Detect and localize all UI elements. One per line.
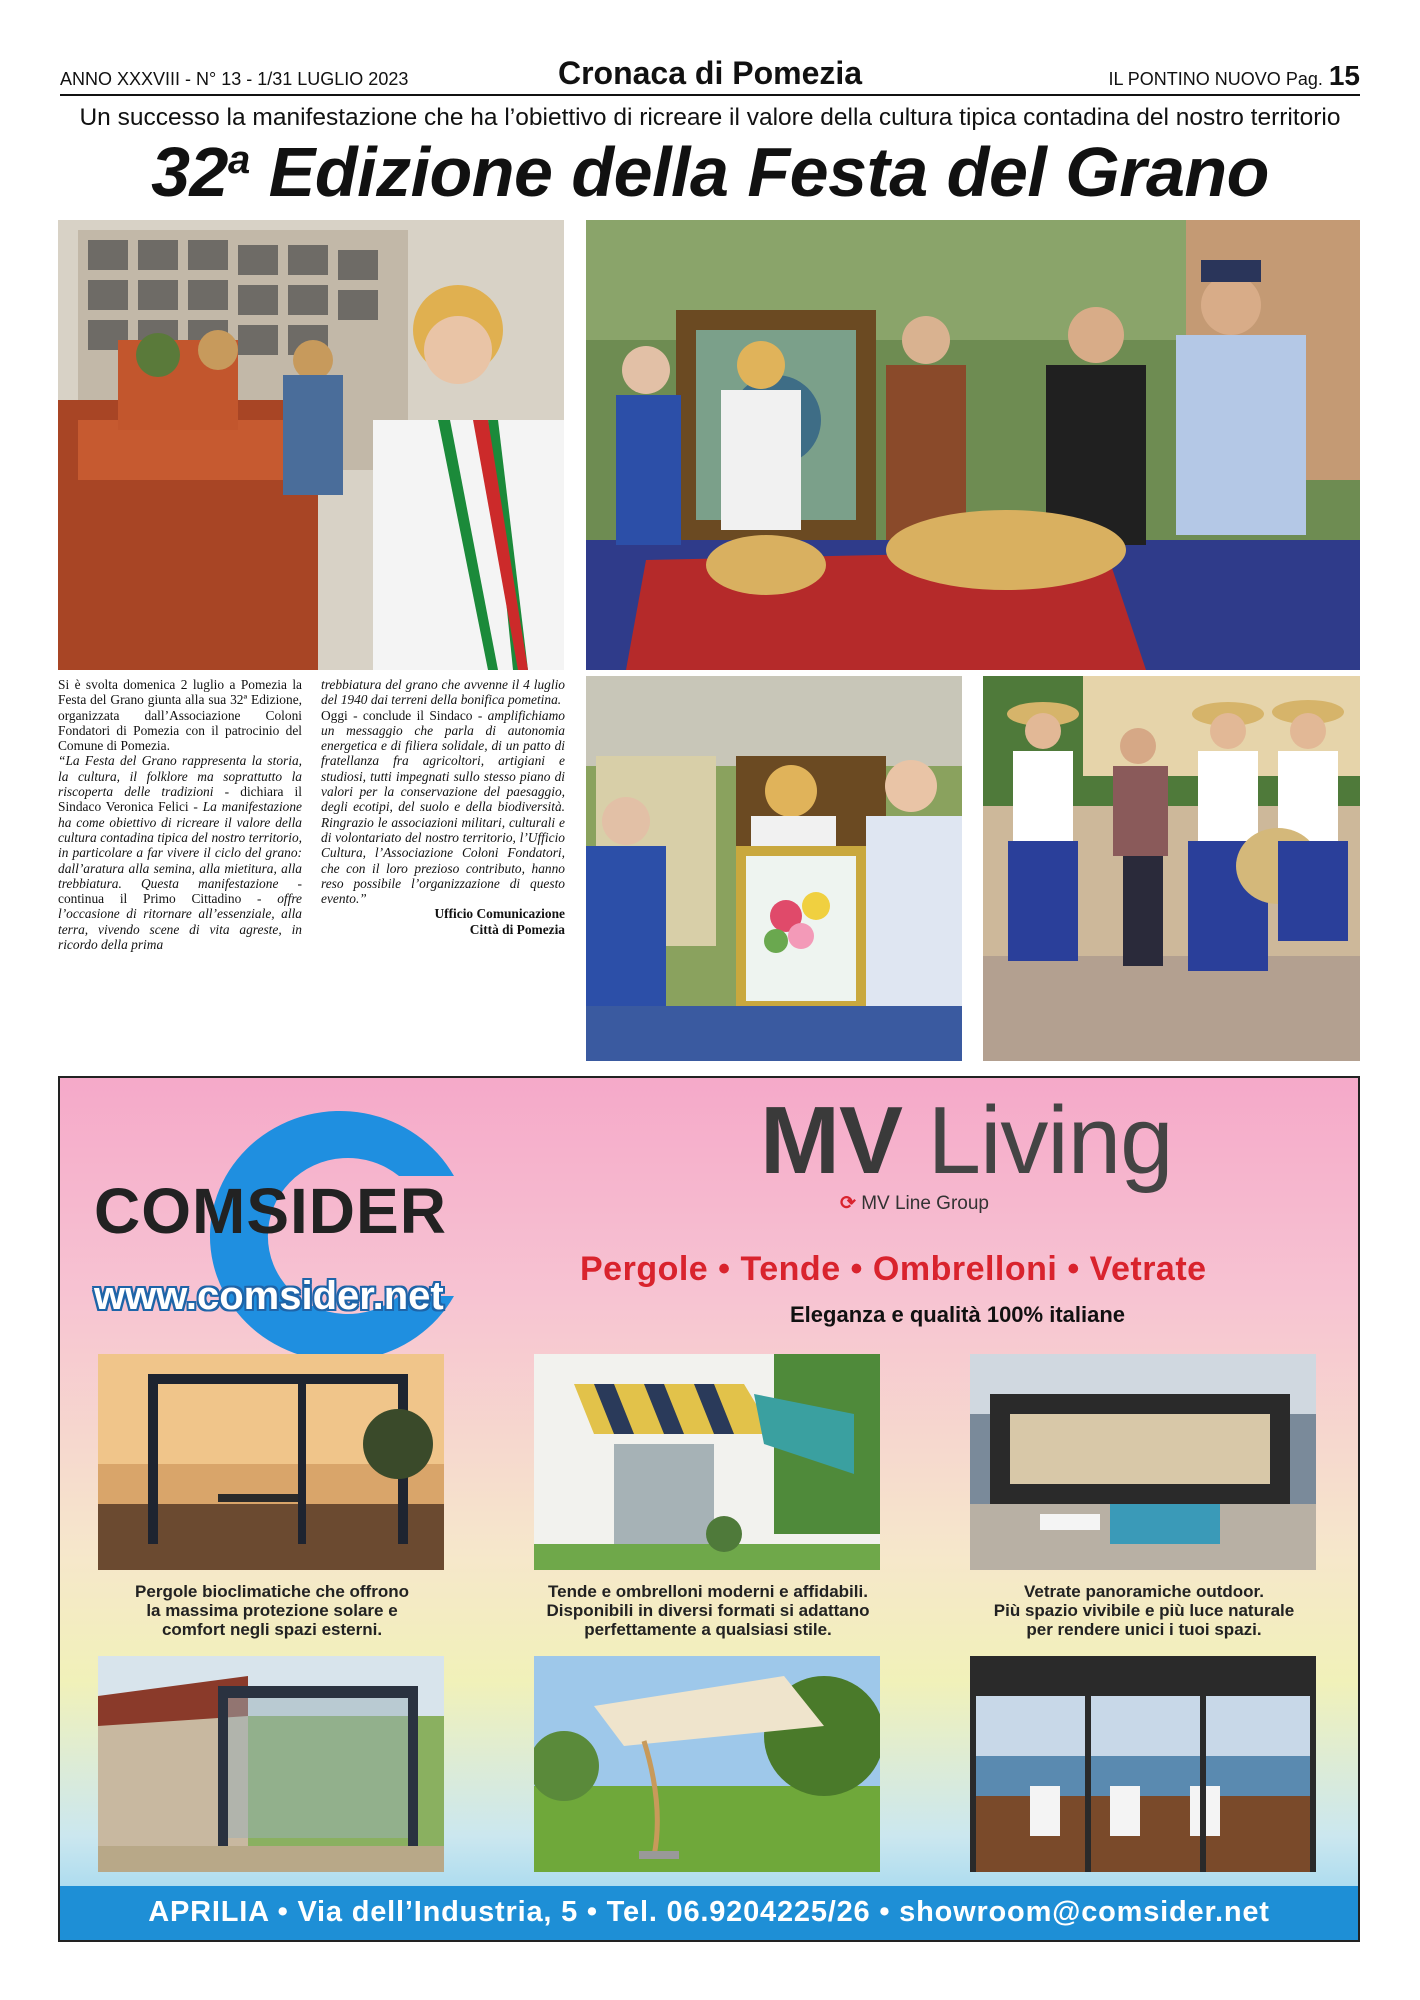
photo-mayor-museum-graphic <box>58 220 564 670</box>
page-number: 15 <box>1328 60 1360 91</box>
article-quote-1: “La Festa del Grano rappresenta la storia, la cultura, il folklore ma soprattutto la riscoperta delle tradizioni <box>58 753 302 800</box>
glass-pergola-photo <box>98 1656 444 1872</box>
article-text-1: - dichiara il Sindaco Veronica Felici - <box>58 784 302 815</box>
photo-gift-painting-graphic <box>586 676 962 1061</box>
subheadline: Un successo la manifestazione che ha l’obiettivo di ricreare il valore della cultura tipica contadina del nostro territorio <box>79 104 1341 131</box>
mv-line-icon: ⟳ <box>840 1193 856 1214</box>
pergola-photo <box>98 1354 444 1570</box>
advertisement <box>58 1076 1360 1942</box>
photo-women-wheat-graphic <box>983 676 1360 1061</box>
living-brand: Living <box>902 1087 1173 1194</box>
photo-painting-ceremony <box>586 220 1360 670</box>
article-column-1 <box>58 677 302 952</box>
awning-photo <box>534 1354 880 1570</box>
lakeside-veranda-photo-graphic <box>970 1656 1316 1872</box>
pergola-photo-graphic <box>98 1354 444 1570</box>
mv-brand: MV <box>760 1087 902 1194</box>
page-label: Pag. <box>1285 69 1323 89</box>
ad-footer-bar <box>60 1886 1358 1940</box>
awning-caption <box>518 1582 898 1639</box>
veranda-caption-line-2: Più spazio vivibile e più luce naturale <box>993 1601 1295 1620</box>
umbrella-photo-graphic <box>534 1656 880 1872</box>
mv-living-logo <box>760 1086 1173 1196</box>
section-title: Cronaca di Pomezia <box>557 55 863 91</box>
glass-veranda-photo <box>970 1354 1316 1570</box>
awning-caption-line-3: perfettamente a qualsiasi stile. <box>584 1620 832 1639</box>
mv-line-group <box>840 1192 989 1215</box>
article-body <box>58 677 563 1067</box>
article-quote-2: La manifestazione ha come obiettivo di ricreare il valore della cultura contadina tipica del nostro territorio, in particolare a far vivere il ciclo del grano: dall’aratura alla semina, alla mietitura, alla trebbiatura. Questa manifestazione <box>58 799 302 891</box>
article-column-2 <box>321 677 565 937</box>
signature-office: Ufficio Comunicazione <box>434 906 565 922</box>
lakeside-veranda-photo <box>970 1656 1316 1872</box>
glass-pergola-photo-graphic <box>98 1656 444 1872</box>
awning-caption-line-1: Tende e ombrelloni moderni e affidabili. <box>548 1582 868 1601</box>
awning-caption-line-2: Disponibili in diversi formati si adattano <box>546 1601 870 1620</box>
headline-title: Edizione della Festa del Grano <box>249 133 1269 211</box>
glass-veranda-photo-graphic <box>970 1354 1316 1570</box>
article-quote-3: offre l’occasione di ritornare all’essenziale, alla terra, vivendo scene di vita agreste, in ricordo della prima <box>58 891 302 953</box>
article-text-3: Oggi - conclude il Sindaco - <box>321 707 488 723</box>
veranda-caption-line-3: per rendere unici i tuoi spazi. <box>1026 1620 1262 1639</box>
issue-info: ANNO XXXVIII - N° 13 - 1/31 LUGLIO 2023 <box>60 69 409 89</box>
pergola-caption <box>82 1582 462 1639</box>
headline-ordinal: a <box>227 138 250 182</box>
paper-title: IL PONTINO NUOVO <box>1108 69 1281 89</box>
product-list: Pergole • Tende • Ombrelloni • Vetrate <box>580 1250 1207 1288</box>
article-quote-5: amplifichiamo un messaggio che parla di autonomia energetica e di filiera solidale, di un patto di fratellanza fra agricoltori, artigiani e studiosi, tutti impegnati sullo stesso piano di valori per la conservazione del paesaggio, degli ecotipi, del suolo e della biodiversità. Ringrazio le associazioni militari, culturali e di volontariato del nostro territorio, l’Ufficio Cultura, l’Associazione Coloni Fondatori, che con il loro prezioso contributo, hanno reso possibile l’organizzazione di questo evento.” <box>321 707 565 907</box>
article-paragraph-1: Si è svolta domenica 2 luglio a Pomezia la Festa del Grano giunta alla sua 32ª Edizione, organizzata dall’Associazione Coloni Fondatori di Pomezia con il patrocinio del Comune di Pomezia. <box>58 677 302 754</box>
article-quote-4: trebbiatura del grano che avvenne il 4 luglio del 1940 dai terreni della bonifica pometina. <box>321 677 565 708</box>
photo-women-wheat <box>983 676 1360 1061</box>
page-header <box>60 56 1360 96</box>
headline <box>60 132 1360 212</box>
photo-gift-painting <box>586 676 962 1061</box>
ad-contact-info: APRILIA • Via dell’Industria, 5 • Tel. 06.9204225/26 • showroom@comsider.net <box>148 1896 1270 1928</box>
article-signature <box>321 906 565 937</box>
awning-photo-graphic <box>534 1354 880 1570</box>
comsider-logo-text: COMSIDER <box>94 1175 447 1247</box>
article-text-2: - continua il Primo Cittadino - <box>58 875 302 907</box>
pergola-caption-line-1: Pergole bioclimatiche che offrono <box>135 1582 409 1601</box>
headline-number: 32 <box>151 133 228 211</box>
umbrella-photo <box>534 1656 880 1872</box>
veranda-caption-line-1: Vetrate panoramiche outdoor. <box>1024 1582 1264 1601</box>
ad-tagline: Eleganza e qualità 100% italiane <box>790 1302 1126 1327</box>
pergola-caption-line-3: comfort negli spazi esterni. <box>161 1620 383 1639</box>
paper-name <box>1108 60 1360 92</box>
photo-painting-ceremony-graphic <box>586 220 1360 670</box>
mv-line-text: MV Line Group <box>861 1193 989 1214</box>
signature-city: Città di Pomezia <box>469 921 565 937</box>
pergola-caption-line-2: la massima protezione solare e <box>146 1601 398 1620</box>
veranda-caption <box>954 1582 1334 1639</box>
comsider-website[interactable]: www.comsider.net <box>94 1274 444 1318</box>
photo-mayor-museum <box>58 220 564 670</box>
